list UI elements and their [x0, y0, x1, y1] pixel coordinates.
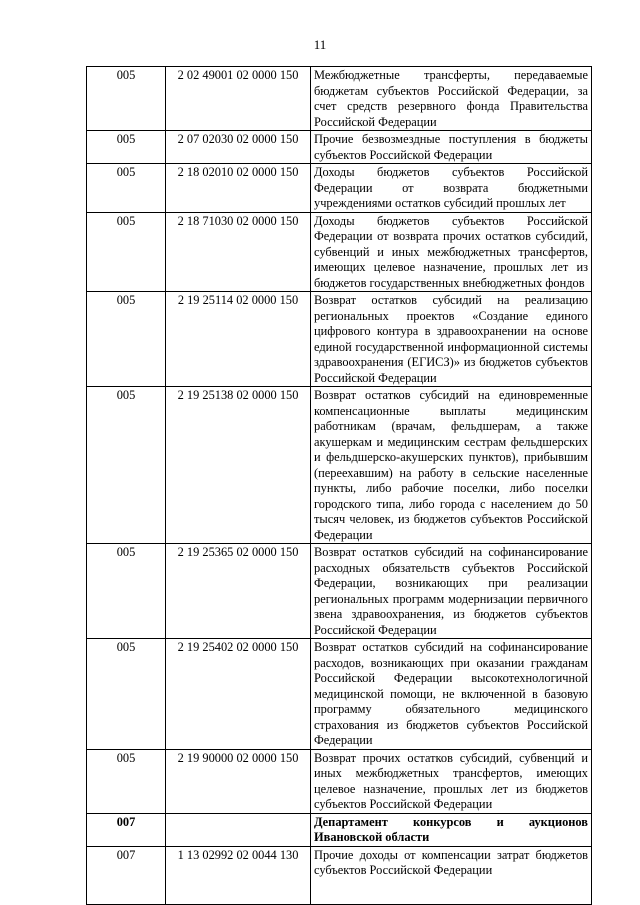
admin-code-cell: 005	[87, 212, 166, 292]
revenue-description-cell: Возврат остатков субсидий на софинансирование расходов, возникающих при оказании гражданам Российской Федерации высокотехнологичной медицинской помощи, не включенной в базовую программу обязательного медицинского страхования из бюджетов субъектов Российской Федерации	[311, 639, 592, 750]
admin-code-cell: 005	[87, 749, 166, 813]
table-row	[87, 164, 592, 213]
revenue-code-cell: 2 02 49001 02 0000 150	[166, 67, 311, 131]
revenue-code-cell: 2 19 25365 02 0000 150	[166, 544, 311, 639]
admin-code-cell: 005	[87, 67, 166, 131]
admin-code-cell: 005	[87, 544, 166, 639]
revenue-code-cell: 2 19 25138 02 0000 150	[166, 387, 311, 544]
admin-code-cell: 007	[87, 813, 166, 846]
admin-code-cell: 005	[87, 639, 166, 750]
table-row	[87, 131, 592, 164]
revenue-code-cell: 2 19 90000 02 0000 150	[166, 749, 311, 813]
revenue-description-cell: Доходы бюджетов субъектов Российской Федерации от возврата бюджетными учреждениями остатков субсидий прошлых лет	[311, 164, 592, 213]
page-number: 11	[313, 37, 327, 52]
revenue-code-cell: 2 18 02010 02 0000 150	[166, 164, 311, 213]
revenue-code-cell: 2 19 25114 02 0000 150	[166, 292, 311, 387]
revenue-code-cell: 2 19 25402 02 0000 150	[166, 639, 311, 750]
table-row	[87, 749, 592, 813]
revenue-code-cell	[166, 813, 311, 846]
revenue-codes-table	[86, 66, 592, 905]
revenue-description-cell: Доходы бюджетов субъектов Российской Федерации от возврата прочих остатков субсидий, субвенций и иных межбюджетных трансфертов, имеющих целевое назначение, прошлых лет из бюджетов государственных внебюджетных фондов	[311, 212, 592, 292]
table-row	[87, 212, 592, 292]
table-row-department-header	[87, 813, 592, 846]
department-name-cell: Департамент конкурсов и аукционов Ивановской области	[311, 813, 592, 846]
revenue-description-cell: Межбюджетные трансферты, передаваемые бюджетам субъектов Российской Федерации, за счет средств резервного фонда Правительства Российской Федерации	[311, 67, 592, 131]
table-row	[87, 846, 592, 904]
admin-code-cell: 005	[87, 292, 166, 387]
table-row	[87, 292, 592, 387]
admin-code-cell: 005	[87, 164, 166, 213]
revenue-description-cell: Прочие доходы от компенсации затрат бюджетов субъектов Российской Федерации	[311, 846, 592, 904]
table-row	[87, 639, 592, 750]
table-row	[87, 387, 592, 544]
table-row	[87, 544, 592, 639]
revenue-description-cell: Возврат остатков субсидий на софинансирование расходных обязательств субъектов Российской Федерации, возникающих при реализации региональных программ модернизации первичного звена здравоохранения, из бюджетов субъектов Российской Федерации	[311, 544, 592, 639]
revenue-description-cell: Возврат остатков субсидий на единовременные компенсационные выплаты медицинским работникам (врачам, фельдшерам, а также акушеркам и медицинским сестрам фельдшерских и фельдшерско-акушерских пунктов), прибывшим (переехавшим) на работу в сельские населенные пункты, либо рабочие поселки, либо поселки городского типа, либо города с населением до 50 тысяч человек, из бюджетов субъектов Российской Федерации	[311, 387, 592, 544]
revenue-description-cell: Возврат остатков субсидий на реализацию региональных проектов «Создание единого цифрового контура в здравоохранении на основе единой государственной информационной системы здравоохранения (ЕГИСЗ)» из бюджетов субъектов Российской Федерации	[311, 292, 592, 387]
admin-code-cell: 005	[87, 131, 166, 164]
revenue-code-cell: 1 13 02992 02 0044 130	[166, 846, 311, 904]
revenue-description-cell: Возврат прочих остатков субсидий, субвенций и иных межбюджетных трансфертов, имеющих целевое назначение, прошлых лет из бюджетов субъектов Российской Федерации	[311, 749, 592, 813]
admin-code-cell: 005	[87, 387, 166, 544]
revenue-code-cell: 2 07 02030 02 0000 150	[166, 131, 311, 164]
admin-code-cell: 007	[87, 846, 166, 904]
revenue-code-cell: 2 18 71030 02 0000 150	[166, 212, 311, 292]
revenue-description-cell: Прочие безвозмездные поступления в бюджеты субъектов Российской Федерации	[311, 131, 592, 164]
table-row	[87, 67, 592, 131]
